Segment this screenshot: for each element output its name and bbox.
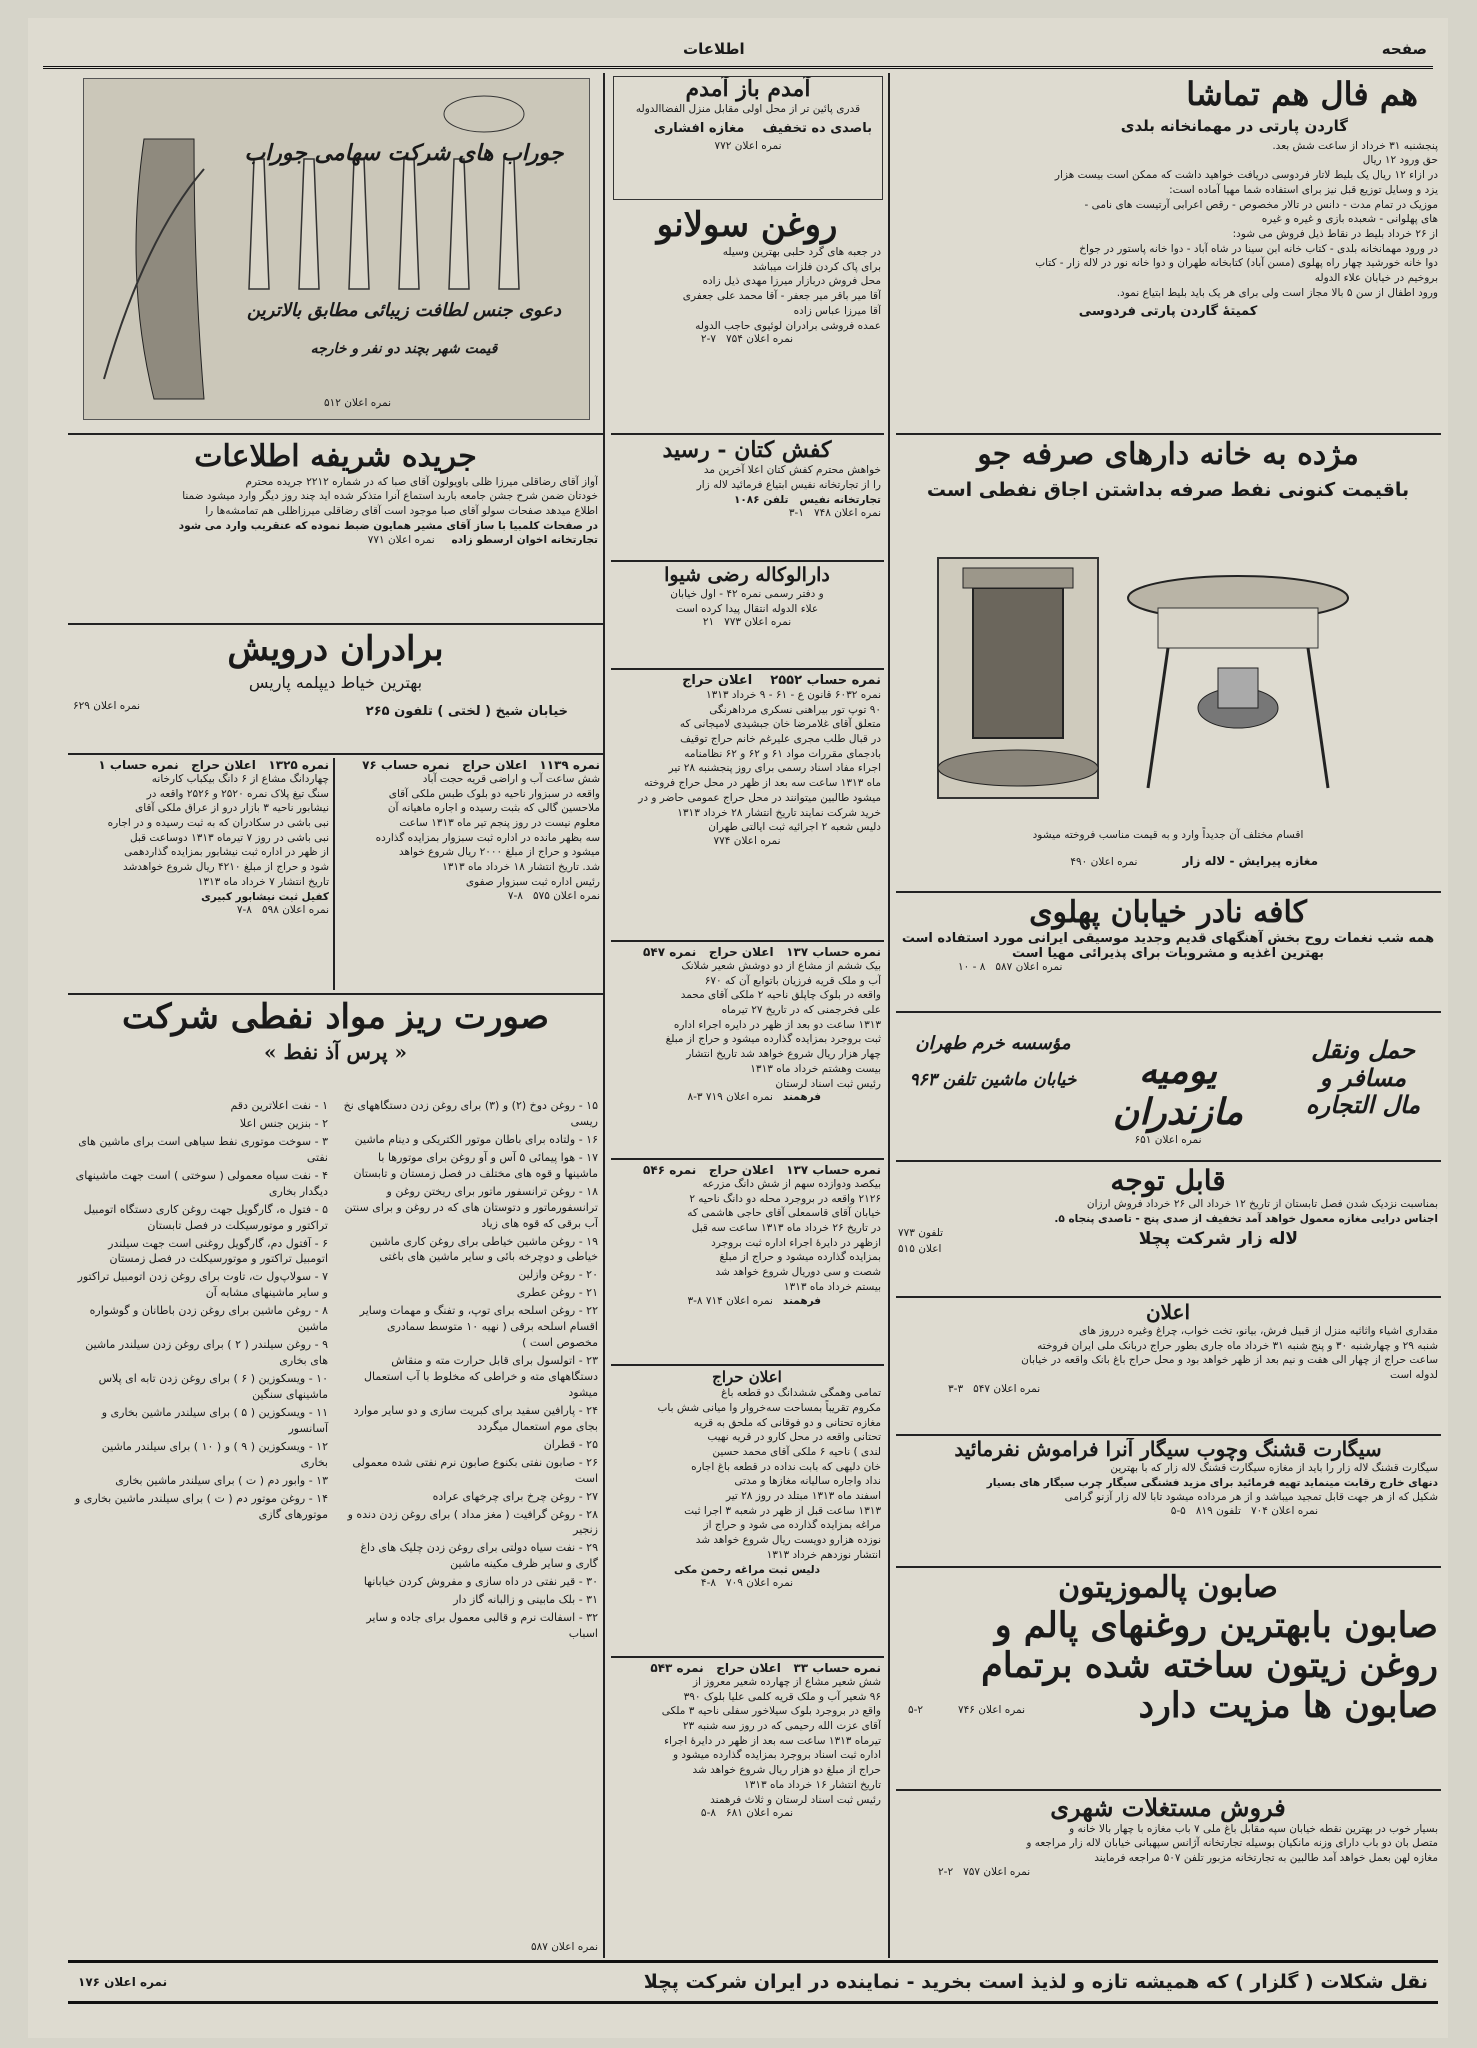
divider (333, 758, 335, 990)
divider (896, 1566, 1441, 1568)
amadam-discount: باصدی ده تخفیف (762, 120, 872, 136)
haml-left-bot: خیابان ماشین تلفن ۹۶۳ (909, 1070, 1077, 1090)
surat-item: ۱۲ - ویسکوزین ( ۹ ) و ( ۱۰ ) برای سیلندر ماشین بخاری (101, 1439, 328, 1469)
surat-item: ۱۴ - روغن موتور دم ( ت ) برای سیلندر ماشین بخاری و موتورهای گازی (74, 1491, 328, 1521)
surat-item: ۱ - نفت اعلاترین دقم (230, 1099, 328, 1112)
haraj3-code: ۸-۳ (687, 1294, 703, 1307)
page-header (43, 36, 1433, 69)
saboon-line: روغن زیتون ساخته شده برتمام (981, 1644, 1438, 1686)
surat-item: ۷ - سولاپ‌ول ت، تاوت برای روغن زدن اتومبیل تراکتور و سایر ماشینهای مشابه آن (77, 1270, 328, 1300)
darvish-adnum: نمره اعلان ۶۲۹ (73, 700, 141, 713)
surat-item: ۲۶ - صابون نفتی بکنوع صابون نرم نفتی شده معمولی است (352, 1455, 598, 1485)
mojdeh-subtitle: باقیمت کنونی نفط صرفه بداشتن اجاق نفطی است (926, 478, 1410, 501)
haraj-b-sig: کفیل ثبت نیشابور کبیری (201, 890, 329, 903)
column-divider (888, 73, 890, 1958)
haraj2-title: اعلان حراج (708, 945, 774, 959)
surat-item: ۱۸ - روغن ترانسفور ماتور برای ریختن روغن و ترانسفورماتور و دتوستان های که در روغن و برای سنتن آب برقی که قوه های زیاد (344, 1184, 598, 1230)
darvish-title: برادران درویش (227, 630, 444, 669)
haraj-a-ref: نمره حساب ۷۶ (362, 758, 450, 772)
elan-adnum: نمره اعلان ۵۴۷ (973, 1382, 1041, 1395)
surat-item: ۲۷ - روغن چرخ برای چرخهای عراده (432, 1489, 598, 1503)
solano-title: روغن سولانو (656, 206, 838, 245)
surat-item: ۲۲ - روغن اسلحه برای توپ، و تفنگ و مهمات وسایر اقسام اسلحه برقی ( نهیه ۱۰ متوسط سمادری مخصوص است ) (359, 1304, 598, 1350)
surat-item: ۳۱ - بلک مابینی و زالبانه گاز دار (453, 1593, 598, 1607)
mostaghelat-adnum: نمره اعلان ۷۵۷ (963, 1865, 1031, 1878)
surat-item: ۲۵ - قطران (543, 1437, 598, 1451)
divider (611, 940, 884, 942)
divider (611, 560, 884, 562)
haraj1-ad: نمره حساب ۲۵۵۲ اعلان حراج نمره ۶۰۳۲ قانون ع - ۶۱ - ۹ خرداد ۱۳۱۳ ۹۰ توپ تور بیراهنی نسکری مرداهرنگی متعلق آقای غلامرضا خان جبشیدی لامیجانی که در قبال طلب مجری علیرغم خانم حراج توقیف بادجمای مقررات مواد ۶۱ و ۶۲ و ۶۲ نظامنامه اجراء مفاد اسناد رسمی برای روز پنجشنبه ۲۸ تیر ماه ۱۳۱۳ ساعت سه بعد از ظهر در محل حراج فروخته میشود طالبین میتوانند در محل حراج عمومی حاضر و در خرید شرکت نمایند تاریخ انتشار ۲۸ خرداد ۱۳۱۳ دلیس شعبه ۲ اجرائیه ثبت ایالتی طهران نمره اعلان ۷۷۴ (613, 673, 881, 938)
haraj2-ad: نمره حساب ۱۳۷ اعلان حراج نمره ۵۴۷ بیک ششم از مشاع از دو دوشش شعیر شلانک آب و ملک قریه فرزیان باتوابع آن که ۶۷۰ واقعه در بلوک چاپلق ناحیه ۲ ملکی آقای محمد علی فخرجمنی که در تاریخ ۲۷ تیرماه ۱۳۱۳ ساعت دو بعد از ظهر در دایره اجراء اداره ثبت بروجرد بمزایده گذارده میشود و حراج از مبلغ چهار هزار ریال شروع خواهد شد تاریخ انتشار بیست وهشتم خرداد ماه ۱۳۱۳ رئیس ثبت اسناد لرستان فرهمند نمره اعلان ۷۱۹ ۳-۸ (643, 945, 881, 1104)
mojdeh-ad (898, 438, 1438, 888)
cafe-nader-ad (898, 896, 1438, 1008)
jarideh-adnum: نمره اعلان ۷۷۱ (367, 534, 435, 547)
haraj1-title: اعلان حراج (682, 673, 753, 688)
divider (896, 1789, 1441, 1791)
haraj4-title: اعلان حراج (712, 1369, 782, 1386)
surat-item: ۱۱ - ویسکوزین ( ۵ ) برای سیلندر ماشین بخاری و آسانسور (101, 1405, 328, 1435)
haraj5-ref: نمره حساب ۳۳ (793, 1661, 881, 1675)
surat-item: ۵ - فتول ه، گارگویل جهت روغن کاری دستگاه اتومبیل تراکتور و موتورسیکلت در فصل تابستان (83, 1202, 328, 1232)
saboon-title: صابون پالموزیتون (1058, 1571, 1278, 1605)
haraj3-title: اعلان حراج (708, 1163, 774, 1177)
solano-ad: روغن سولانو در جعبه های گرد حلبی بهترین وسیله برای پاک کردن فلزات میباشد محل فروش دربازار میرزا مهدی ذیل زاده آقا میر باقر میر جعفر - آقا محمد علی جعفری آقا میرزا عباس زاده عمده فروشی برادران لوئیوی حاجب الدوله نمره اعلان ۷۵۴ ۷-۲ (613, 206, 881, 431)
jarideh-title: جریده شریفه اطلاعات (194, 440, 477, 474)
sharkat-line: دعوی جنس لطافت زیبائی مطابق بالاترین (247, 300, 561, 321)
tavajjoh-line: اجناس درایی مغازه معمول خواهد آمد تخفیف از صدی پنج - تاصدی پنجاه ۵. (1054, 1212, 1438, 1225)
hamfal-subtitle: گاردن پارتی در مهمانخانه بلدی (1120, 116, 1348, 135)
surat-left-list (73, 1098, 328, 1524)
surat-item: ۱۹ - روغن ماشین خیاطی برای روغن کاری ماشین خیاطی و دوچرخه بائی و سایر ماشین های باغتی (369, 1234, 598, 1264)
haraj2-num: نمره ۵۴۷ (643, 945, 697, 959)
tavajjoh-tel: تلفون ۷۷۳ (898, 1226, 944, 1239)
surat-item: ۱۰ - ویسکوزین ( ۶ ) برای روغن زدن تابه ای پلاس ماشینهای سنگین (98, 1372, 328, 1401)
newspaper-page (28, 18, 1448, 2038)
cafe-code: ۸ - ۱۰ (958, 960, 986, 973)
cafe-adnum: نمره اعلان ۵۸۷ (995, 960, 1063, 973)
haraj5-code: ۸-۵ (700, 1807, 716, 1820)
cigar-line: سیگارت قشنگ لاله زار را باید از مغازه سیگارت قشنگ لاله زار که با بهترین (1110, 1462, 1438, 1474)
amadam-title: آمدم باز آمدم (685, 76, 811, 102)
amadam-ad (613, 76, 883, 200)
paper-name: اطلاعات (683, 40, 745, 58)
haraj3-adnum: نمره اعلان ۷۱۴ (705, 1294, 773, 1307)
haraj-b-num: نمره ۱۳۲۵ (268, 758, 329, 772)
surat-item: ۳ - سوخت موتوری نفط سیاهی است برای ماشین های نفتی (78, 1134, 328, 1164)
haml-ad (898, 1016, 1438, 1156)
surat-adnum: نمره اعلان ۵۸۷ (530, 1941, 598, 1953)
haraj1-ref: نمره حساب ۲۵۵۲ (770, 673, 881, 688)
cafe-line: بهترین اغذیه و مشروبات برای پذیرائی مهیا است (1011, 945, 1325, 961)
haraj5-ad: نمره حساب ۳۳ اعلان حراج نمره ۵۴۳ شش شعیر مشاع از چهارده شعیر معروز از ۹۶ شعیر آب و ملک قریه کلمی علیا بلوک ۳۹۰ واقع در بروجرد بلوک سیلاخور سفلی ناحیه ۳ ملکی آقای عزت الله رحیمی که در روز سه شنبه ۲۳ تیرماه ۱۳۱۳ ساعت سه بعد از ظهر در دایرهٔ اجراء اداره ثبت اسناد بروجرد بمزایده گذارده میشود و حراج از مبلغ دو هزار ریال شروع خواهد شد تاریخ انتشار ۱۶ خرداد ماه ۱۳۱۳ رئیس ثبت اسناد لرستان و ثلاث فرهمند نمره اعلان ۶۸۱ ۸-۵ (650, 1661, 881, 1820)
saboon-adnum: نمره اعلان ۷۴۶ (958, 1704, 1026, 1716)
divider (611, 433, 884, 435)
surat-right-list (343, 1098, 598, 1644)
surat-item: ۲۸ - روغن گرافیت ( مغز مداد ) برای روغن زدن دنده و زنجیر (347, 1507, 598, 1537)
haraj3-ad: نمره حساب ۱۳۷ اعلان حراج نمره ۵۴۶ بیکصد ودوازده سهم از شش دانگ مزرعه ۲۱۲۶ واقعه در بروجرد محله دو دانگ ناحیه ۲ خیابان آقای قاسمعلی آقای حاجی هاشمی که در تاریخ ۲۶ خرداد ماه ۱۳۱۳ ساعت سه قبل ازظهر در دایرهٔ اجراء اداره ثبت بروجرد بمزایده گذارده میشود و حراج از مبلغ شصت و سی دوریال شروع خواهد شد بیستم خرداد ماه ۱۳۱۳ فرهمند نمره اعلان ۷۱۴ ۸-۳ (643, 1163, 881, 1307)
tavajjoh-ad (898, 1165, 1438, 1293)
divider (68, 753, 603, 755)
mojdeh-title: مژده به خانه دارهای صرفه جو (977, 438, 1359, 472)
tavajjoh-title: قابل توجه (1110, 1165, 1226, 1197)
divider (611, 668, 884, 670)
haml-left-top: مؤسسه خرم طهران (915, 1033, 1071, 1054)
mostaghelat-line: متصل بان دو باب دارای وزنه مانکیان بوسیله تجارتخانه آژانس سپهبانی خیابان لاله زار مراجعه و (1026, 1837, 1438, 1850)
divider (68, 993, 603, 995)
haraj2-ref: نمره حساب ۱۳۷ (786, 945, 881, 959)
haraj1-adnum: نمره اعلان ۷۷۴ (713, 834, 781, 847)
amadam-line: قدری پائین تر از محل اولی مقابل منزل الفضاالدوله (635, 103, 861, 116)
mojdeh-adnum: نمره اعلان ۴۹۰ (1070, 856, 1138, 868)
saboon-line: صابون بابهترین روغنهای پالم و (994, 1604, 1438, 1646)
divider (896, 433, 1441, 435)
cigar-tel: تلفون ۸۱۹ (1195, 1505, 1241, 1518)
mojdeh-shop: مغازه پیرایش - لاله زار (1182, 854, 1318, 868)
haraj4-code: ۸-۴ (700, 1577, 716, 1590)
hamfal-signature: کمیتهٔ گاردن پارتی فردوسی (1078, 304, 1258, 320)
haraj3-ref: نمره حساب ۱۳۷ (786, 1163, 881, 1177)
dar-title: دارالوکاله رضی شیوا (664, 565, 830, 586)
mostaghelat-line: مغازه لهن بعمل خواهد آمد طالبین به تجارتخانه مزبور تلفن ۵۰۷ مراجعه فرمایند (1094, 1851, 1438, 1864)
cigar-code: ۵-۵ (1170, 1505, 1186, 1518)
mojdeh-caption: اقسام مختلف آن جدیداً وارد و به قیمت مناسب فروخته میشود (1032, 829, 1304, 841)
haraj-b-ref: نمره حساب ۱ (98, 758, 179, 772)
cigar-line: دنهای خارج رقابت مینماید تهیه فرمائید برای مزید فشنگی سیگار چرب سیگار های بسیار (986, 1476, 1438, 1489)
haraj-b-title: اعلان حراج (191, 758, 256, 772)
surat-item: ۹ - روغن سیلندر ( ۲ ) برای روغن زدن سیلندر ماشین های بخاری (85, 1338, 328, 1368)
solano-adnum: نمره اعلان ۷۵۴ (726, 333, 794, 346)
divider (68, 433, 603, 435)
haraj3-sig: فرهمند (782, 1294, 821, 1307)
elan-title: اعلان (1145, 1301, 1191, 1324)
haml-adnum: نمره اعلان ۶۵۱ (1134, 1134, 1202, 1146)
surat-item: ۲ - بنزین جنس اعلا (239, 1116, 328, 1130)
cafe-line: همه شب نغمات روح بخش آهنگهای قدیم وجدید موسیقی ایرانی مورد استفاده است (901, 930, 1435, 946)
divider (611, 1364, 884, 1366)
surat-item: ۲۳ - اتولسول برای قابل حرارت مته و منقاش دستگاههای مته و خراطی که مخلوط با آب استعمال میشود (364, 1354, 598, 1399)
haraj-a-ad: نمره ۱۱۳۹ اعلان حراج نمره حساب ۷۶ شش ساعت آب و اراضی قریه حجت آباد واقعه در سبزوار ناحیه دو بلوک طبس ملکی آقای ملاحسین گالی که بثبت رسیده و اجاره ماهیانه آن معلوم نیست در روز پنجم تیر ماه ۱۳۱۳ ساعت سه بظهر مانده در اداره ثبت سبزوار بمزایده گذارده میشود و حراج از مبلغ ۲۰۰۰ ریال شروع خواهد شد. تاریخ انتشار ۱۸ خرداد ماه ۱۳۱۳ رئیس اداره ثبت سبزوار صفوی نمره اعلان ۵۷۵ ۸-۷ (362, 758, 600, 902)
haraj-a-title: اعلان حراج (462, 758, 527, 772)
haraj-b-code: ۸-۷ (236, 904, 252, 917)
haraj-a-num: نمره ۱۱۳۹ (539, 758, 600, 772)
haraj5-title: اعلان حراج (716, 1661, 781, 1675)
kafsh-title: کفش کتان - رسید (662, 438, 832, 463)
elan-line: لدوله است (1390, 1369, 1438, 1382)
tavajjoh-shop: لاله زار شرکت پچلا (1138, 1228, 1298, 1249)
footer-banner (68, 1960, 1438, 2004)
kafsh-shop: تجارتخانه نفیس (799, 493, 881, 506)
mostaghelat-title: فروش مستغلات شهری (1050, 1794, 1286, 1822)
surat-item: ۲۴ - پارافین سفید برای کبریت سازی و دو سایر موارد بجای موم استعمال میگردد (353, 1403, 598, 1433)
surat-item: ۲۹ - نفت سیاه دولتی برای روغن زدن چلیک های داغ گاری و سایر ظرف مکینه ماشین (360, 1541, 598, 1571)
mostaghelat-ad (898, 1794, 1438, 1954)
surat-item: ۲۰ - روغن وازلین (518, 1268, 598, 1282)
divider (896, 891, 1441, 893)
haraj-b-ad: نمره ۱۳۲۵ اعلان حراج نمره حساب ۱ چهاردانگ مشاع از ۶ دانگ بیکباب کارخانه سنگ تیغ پلاک نمره ۲۵۲۰ و ۲۵۲۶ واقعه در نیشابور ناحیه ۳ بازار درو از عراق ملکی آقای نبی باشی در سکادران که به ثبت رسیده و در اجاره نبی باشی در روز ۷ تیرماه ۱۳۱۳ دوساعت قبل از ظهر در اداره ثبت نیشابور بمزایده گذاردهمی شود و حراج از مبلغ ۴۲۱۰ ریال شروع خواهدشد تاریخ انتشار ۷ خرداد ماه ۱۳۱۳ کفیل ثبت نیشابور کبیری نمره اعلان ۵۹۸ ۸-۷ (73, 758, 329, 990)
hamfal-ad (898, 76, 1438, 431)
saboon-line: صابون ها مزیت دارد (1138, 1685, 1438, 1726)
stocking-illustration (83, 78, 590, 420)
darvish-addr: خیابان شیخ ( لختی ) تلفون ۲۶۵ (365, 704, 568, 720)
haraj4-adnum: نمره اعلان ۷۰۹ (726, 1577, 794, 1590)
sharkat-line: قیمت شهر بچند دو نفر و خارجه (310, 341, 498, 357)
dar-code: ۲۱ (702, 616, 715, 629)
surat-item: ۳۲ - اسفالت نرم و قالبی معمول برای جاده و سایر اسباب (366, 1611, 598, 1641)
kafsh-ad: کفش کتان - رسید خواهش محترم کفش کتان اعلا آخرین مد را از تجارتخانه نفیس ابتیاع فرمائید لاله زار تجارتخانه نفیس تلفن ۱۰۸۶ نمره اعلان ۷۴۸ ۱-۳ (613, 438, 881, 558)
amadam-adnum: نمره اعلان ۷۷۲ (714, 139, 782, 152)
haml-right: حمل ونقل مسافر و مال التجاره (1305, 1035, 1421, 1120)
haraj5-num: نمره ۵۴۳ (650, 1661, 704, 1675)
surat-item: ۸ - روغن ماشین برای روغن زدن باطانان و گوشواره ماشین (89, 1304, 328, 1334)
cigar-line: شکیل که از هر جهت قابل تمجید میباشد و از هر مرداده میشود تابا لاله زار آزنو گرامی (1064, 1491, 1438, 1504)
elan-code: ۳-۳ (948, 1382, 964, 1395)
kafsh-adnum: نمره اعلان ۷۴۸ (813, 507, 881, 520)
haraj2-adnum: نمره اعلان ۷۱۹ (705, 1091, 773, 1104)
cigar-ad (898, 1438, 1438, 1563)
surat-item: ۱۶ - ولتاده برای باطان موتور الکتریکی و دینام ماشین (354, 1132, 598, 1146)
surat-item: ۴ - نفت سیاه معمولی ( سوختی ) است جهت ماشینهای دیگدار بخاری (75, 1168, 328, 1198)
jarideh-shop: تجارتخانه اخوان ارسطو زاده (451, 534, 598, 547)
surat-item: ۱۵ - روغن دوخ (۲) و (۳) برای روغن زدن دستگاههای نخ ریسی (343, 1099, 598, 1128)
surat-item: ۳۰ - قیر نفتی در داه سازی و مفروش کردن خیابانها (363, 1575, 598, 1589)
kafsh-tel: تلفن ۱۰۸۶ (733, 493, 789, 506)
haml-mid: یومیه مازندران (1112, 1050, 1244, 1134)
solano-code: ۷-۲ (700, 333, 716, 346)
column-divider (603, 73, 605, 1958)
hamfal-title: هم فال هم تماشا (1186, 76, 1418, 113)
haraj2-sig: فرهمند (782, 1091, 821, 1104)
cigar-title: سیگارت قشنگ وچوب سیگار آنرا فراموش نفرمائید (954, 1438, 1382, 1461)
darvish-sub: بهترین خیاط دیپلمه پاریس (248, 673, 423, 693)
page-label: صفحه (1381, 40, 1427, 58)
kafsh-code: ۱-۳ (788, 507, 804, 520)
divider (68, 623, 603, 625)
surat-sub: « پرس آذ نفط » (264, 1040, 407, 1065)
divider (896, 1434, 1441, 1436)
elan-ad (898, 1301, 1438, 1431)
dar-adnum: نمره اعلان ۷۷۳ (724, 616, 792, 629)
footer-adnum: نمره اعلان ۱۷۶ (78, 1975, 168, 1989)
surat-item: ۱۳ - وابور دم ( ت ) برای سیلندر ماشین بخاری (115, 1473, 328, 1487)
divider (611, 1656, 884, 1658)
divider (611, 1158, 884, 1160)
surat-item: ۱۷ - هوا پیمائی ۵ آس و آو روغن برای موتورها با ماشینها و قوه های مختلف در فصل زمستان و تابستان (353, 1150, 598, 1180)
divider (896, 1160, 1441, 1162)
haraj-b-adnum: نمره اعلان ۵۹۸ (261, 904, 329, 917)
haraj-a-adnum: نمره اعلان ۵۷۵ (532, 889, 600, 902)
saboon-ad (898, 1571, 1438, 1786)
haraj2-code: ۳-۸ (687, 1091, 703, 1104)
jarideh-ad: جریده شریفه اطلاعات آواز آقای رضاقلی میرزا ظلی باویولون آقای صبا که در شماره ۲۲۱۲ جریده محترم خودتان ضمن شرح جشن جامعه باربد استماع آنرا متذکر شده اید چند روز دیگر وارد میشود ضمنا اطلاع میدهد صفحات سولو آقای صبا موجود است آقای رضاقلی میرزاظلی هم تمامشه‌ها را در صفحات کلمبیا با ساز آقای مشیر همایون ضبط نموده که عنقریب وارد می شود تجارتخانه اخوان ارسطو زاده نمره اعلان ۷۷۱ (73, 440, 598, 620)
hamfal-body: پنجشنبه ۳۱ خرداد از ساعت شش بعد. حق ورود ۱۲ ریال در ازاء ۱۲ ریال یک بلیط لاتار فردوسی دریافت خواهید داشت که ممکن است بیست هزار یزد و وسایل توزیع قبل نیز برای استفاده شما مهیا آماده است: موزیک در تمام مدت - دانس در تالار مخصوص - رقص اعرابی آرتیست های نامی - های پهلوانی - شعبده بازی و غیره و غیره از ۲۶ خرداد بلیط در نقاط ذیل فروش می شود: در ورود مهمانخانه بلدی - کتاب خانه ابن سینا در شاه آباد - دوا خانه پاستور در جواخ دوا خانه خورشید چهار راه پهلوی (مسن آباد) کتابخانه طهران و دوا خانه نور در لاله زار - کتاب بروخیم در خیابان علاء الدوله ورود اطفال از سن ۵ بالا مجاز است ولی برای هر یک باید بلیط ابتیاع نمود. (1035, 139, 1438, 299)
elan-line: مقداری اشیاء واثاثیه منزل از قبیل فرش، بیانو، تخت خواب، چراغ وغیره درروز های (1079, 1325, 1438, 1337)
elan-line: ساعت حراج از چهار الی هفت و نیم بعد از ظهر خواهد بود و محل حراج باغ بانک واقعه در خیابان (1021, 1354, 1438, 1367)
divider (896, 1011, 1441, 1013)
haraj4-ad: اعلان حراج تمامی وهمگی ششدانگ دو قطعه باغ مکروم تقریباً بمساحت سه‌خروار وا میانی شش باب مغازه تحتانی و دو فوقانی که ملحق به قریه تحتانی واقعه در محل کارو در قریه نهیب لندی ) ناحیه ۶ ملکی آقای محمد حسین خان دلیهی که بابت نداده در قطعه باغ اجاره نداد واجاره سالیانه مغازها و مدتی اسفند ماه ۱۳۱۳ مبتلد در روز ۲۸ تیر ۱۳۱۳ ساعت قبل از ظهر در شعبه ۳ اجرا ثبت مراغه بمزایده گذارده می شود و حراج از نوزده هزارو دویست ریال شروع خواهد شد انتشار نوزدهم خرداد ۱۳۱۳ دلیس ثبت مراغه رحمن مکی نمره اعلان ۷۰۹ ۸-۴ (613, 1369, 881, 1654)
darvish-ad (73, 630, 598, 750)
tavajjoh-adnum: اعلان ۵۱۵ (898, 1242, 942, 1255)
elan-line: شنبه ۲۹ و چهارشنبه ۳۰ و پنج شنبه ۳۱ خرداد ماه جاری بطور حراج دربانک ملی ایران فروخته (1037, 1339, 1438, 1352)
divider (896, 1296, 1441, 1298)
haraj-a-code: ۸-۷ (507, 889, 523, 902)
mostaghelat-line: بسیار خوب در بهترین نقطه خیابان سپه مقابل باغ ملی ۷ باب مغازه با چهار بالا خانه و (1069, 1822, 1438, 1835)
surat-item: ۶ - آفتول دم، گارگویل روغنی است جهت سیلندر اتومبیل تراکتور و موتورسیکلت در فصل زمستان (108, 1236, 328, 1266)
tavajjoh-line: بمناسبت نزدیک شدن فصل تابستان از تاریخ ۱۲ خرداد الی ۲۶ خرداد فروش ارزان (1086, 1198, 1438, 1211)
cafe-title: کافه نادر خیابان پهلوی (1029, 896, 1307, 930)
dar-ad: دارالوکاله رضی شیوا و دفتر رسمی نمره ۴۲ - اول خیابان علاء الدوله انتقال پیدا کرده است نمره اعلان ۷۷۳ ۲۱ (613, 565, 881, 665)
saboon-code: ۵-۲ (908, 1704, 924, 1716)
mostaghelat-code: ۲-۲ (938, 1865, 954, 1878)
sharkat-title: جوراب های شرکت سهامی جوراب (244, 140, 564, 166)
sharkat-adnum: نمره اعلان ۵۱۲ (324, 397, 392, 409)
haraj3-num: نمره ۵۴۶ (643, 1163, 697, 1177)
surat-ad (73, 998, 598, 1953)
cigar-adnum: نمره اعلان ۷۰۴ (1250, 1505, 1318, 1518)
haraj5-adnum: نمره اعلان ۶۸۱ (726, 1807, 794, 1820)
stove-illustration (918, 538, 1418, 808)
haraj4-sig: دلیس ثبت مراغه رحمن مکی (674, 1563, 820, 1576)
surat-title: صورت ریز مواد نفطی شرکت (122, 998, 549, 1037)
surat-item: ۲۱ - روغن عطری (516, 1286, 598, 1300)
footer-text: نقل شکلات ( گلزار ) که همیشه تازه و لذیذ است بخرید - نماینده در ایران شرکت پچلا (643, 1971, 1428, 1993)
amadam-shop: مغازه افشاری (653, 120, 745, 136)
